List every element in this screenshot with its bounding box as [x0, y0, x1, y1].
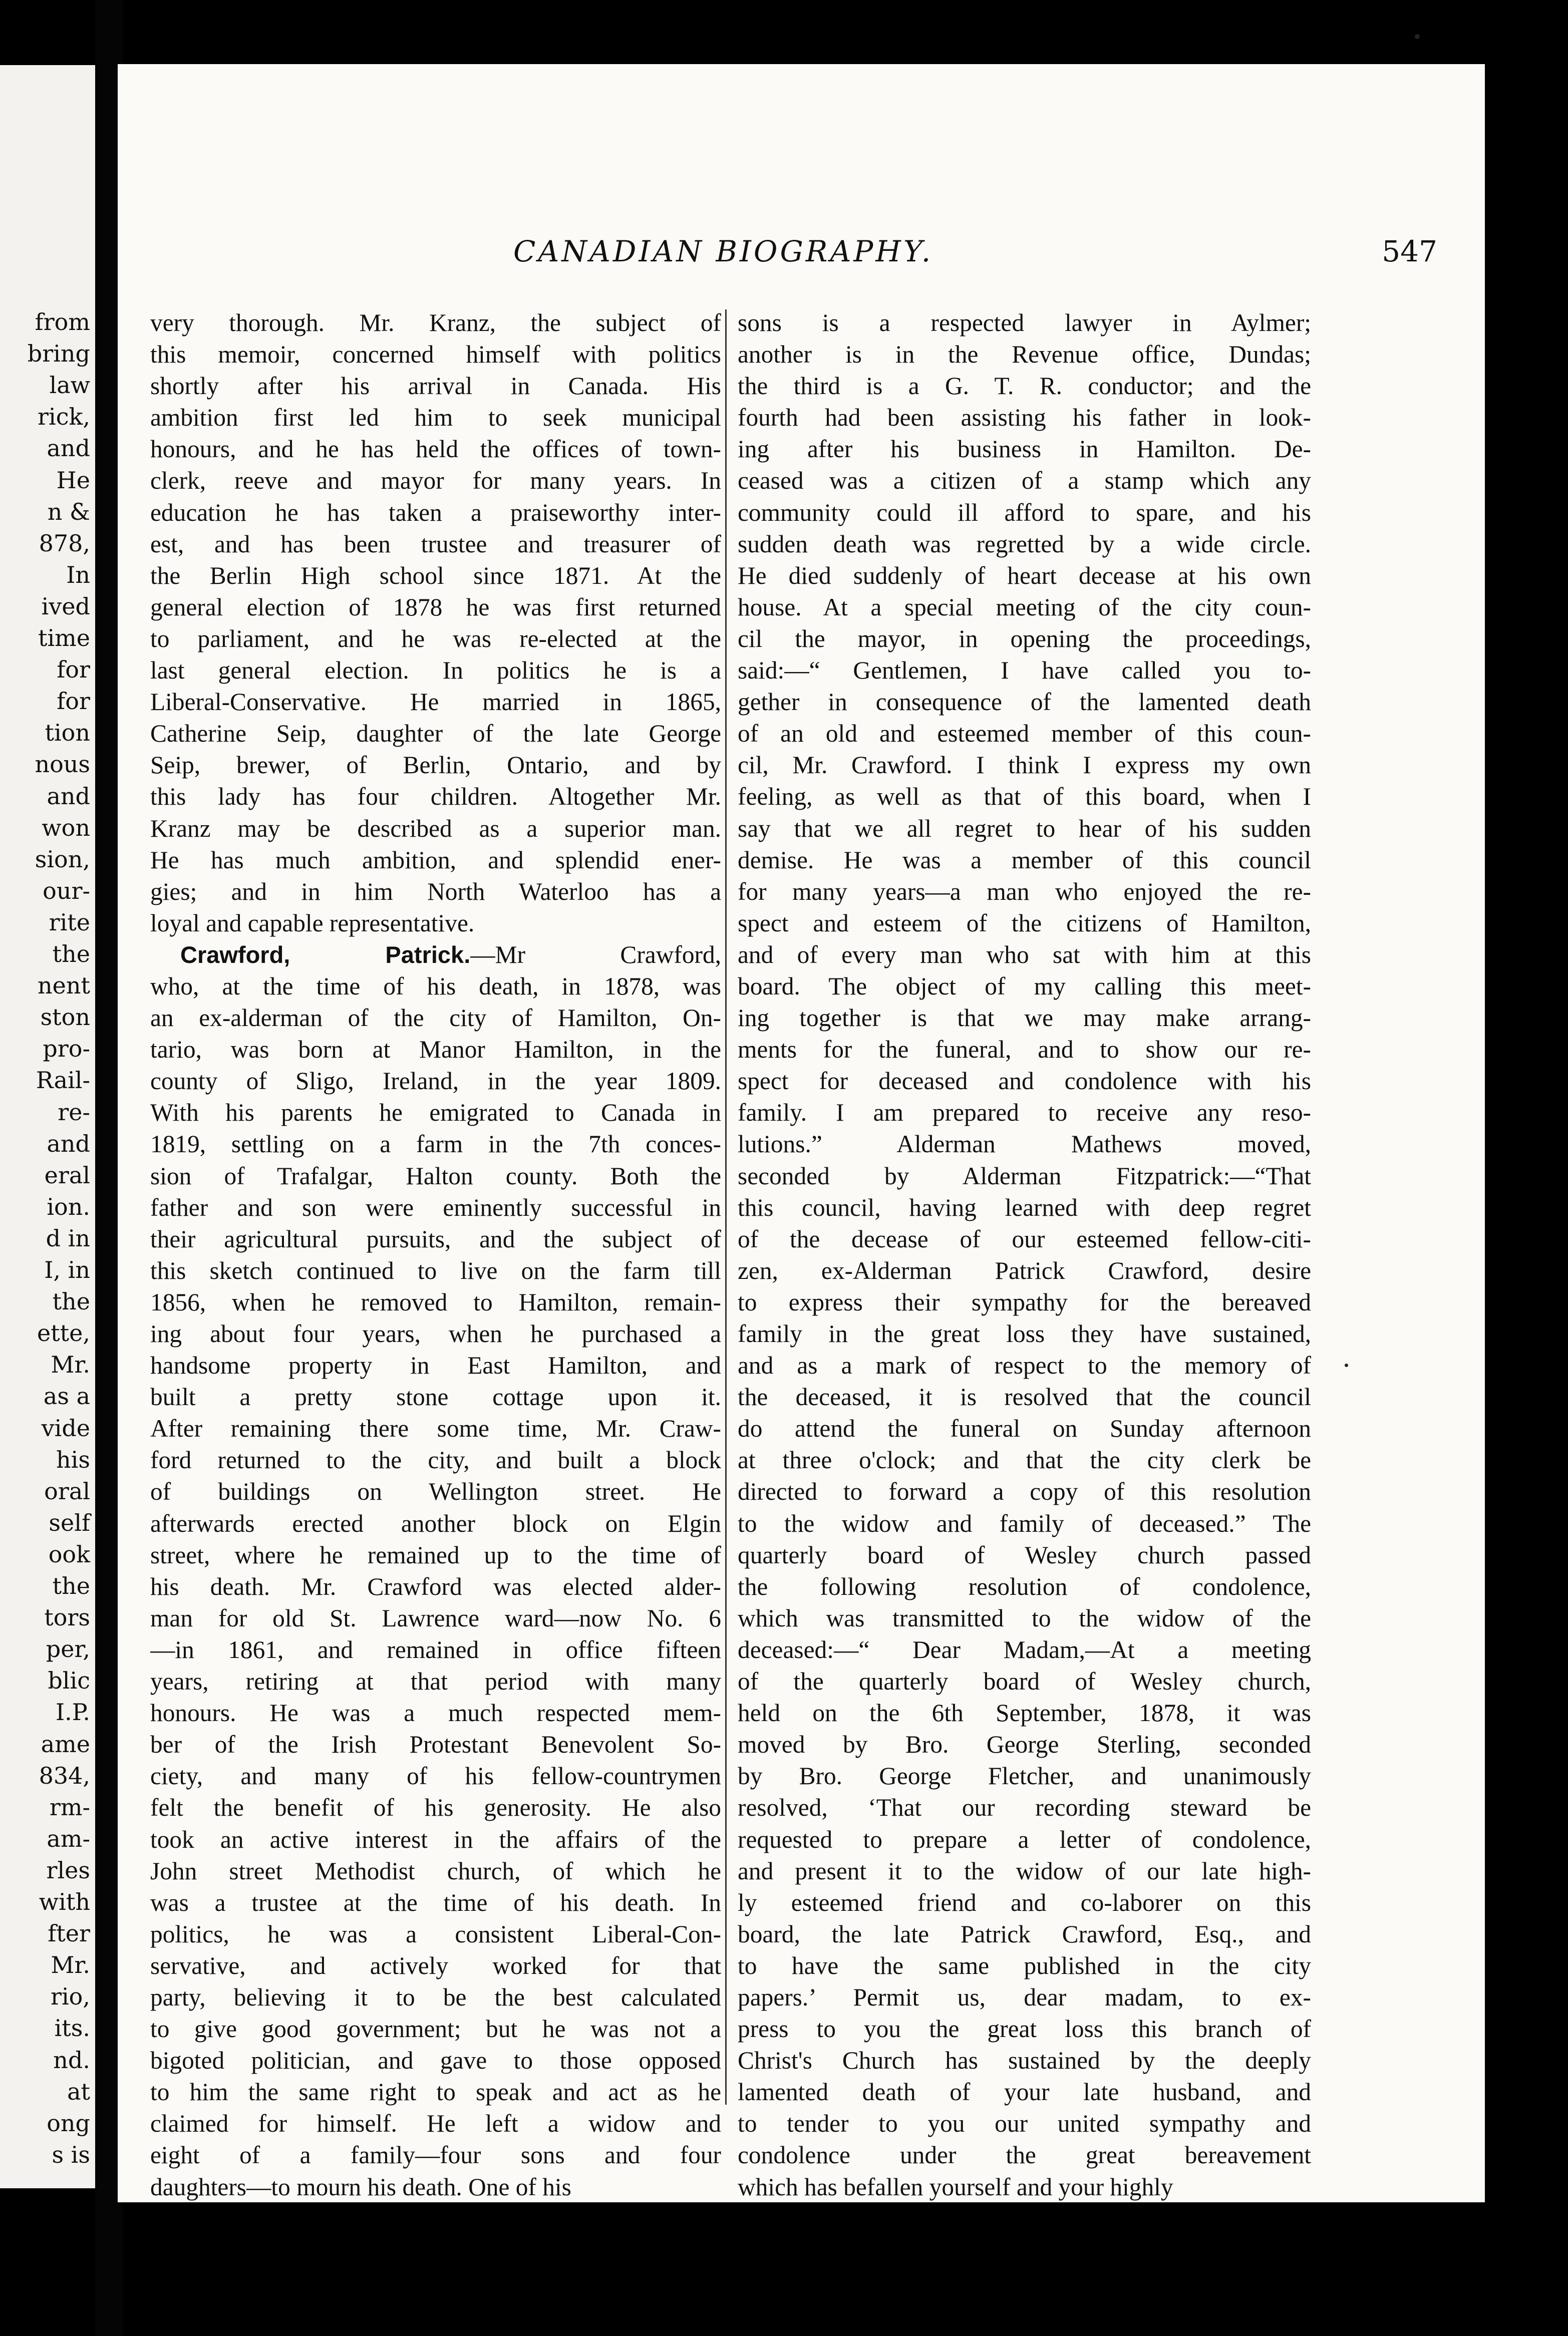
- margin-fragment: 878,: [39, 529, 90, 557]
- text-line: 1819, settling on a farm in the 7th conces-: [150, 1130, 721, 1158]
- text-line: politics, he was a consistent Liberal-Con-: [150, 1920, 721, 1948]
- text-line: the following resolution of condolence,: [738, 1572, 1311, 1600]
- margin-fragment: am-: [47, 1825, 90, 1852]
- text-line: was a trustee at the time of his death. In: [150, 1888, 721, 1916]
- margin-fragment: In: [66, 561, 90, 588]
- text-line: education he has taken a praiseworthy inter-: [150, 498, 721, 526]
- text-line: do attend the funeral on Sunday afternoon: [738, 1415, 1311, 1443]
- text-line: his death. Mr. Crawford was elected alder-: [150, 1572, 721, 1600]
- margin-fragment: at: [67, 2078, 90, 2105]
- text-line: eight of a family—four sons and four: [150, 2141, 721, 2169]
- text-line: general election of 1878 he was first returned: [150, 593, 721, 621]
- text-line: of buildings on Wellington street. He: [150, 1478, 721, 1506]
- text-line: took an active interest in the affairs of the: [150, 1825, 721, 1853]
- entry-heading: Crawford, Patrick.: [180, 941, 471, 968]
- text-line: requested to prepare a letter of condolence,: [738, 1825, 1311, 1853]
- text-line: seconded by Alderman Fitzpatrick:—“That: [738, 1162, 1311, 1190]
- text-line: to him the same right to speak and act as he: [150, 2078, 721, 2106]
- left-column: [150, 307, 721, 2203]
- ink-speck: [1345, 1364, 1348, 1367]
- text-line: by Bro. George Fletcher, and unanimously: [738, 1762, 1311, 1790]
- margin-fragment: per,: [46, 1635, 90, 1663]
- margin-fragment: ook: [48, 1540, 90, 1568]
- text-line: and as a mark of respect to the memory of: [738, 1352, 1311, 1380]
- text-line: afterwards erected another block on Elgin: [150, 1509, 721, 1537]
- text-line: Christ's Church has sustained by the deeply: [738, 2047, 1311, 2075]
- text-line: 1856, when he removed to Hamilton, remain-: [150, 1288, 721, 1316]
- ink-speck: [1415, 34, 1420, 39]
- text-line: ford returned to the city, and built a block: [150, 1446, 721, 1474]
- text-line: After remaining there some time, Mr. Craw-: [150, 1415, 721, 1443]
- text-line: who, at the time of his death, in 1878, was: [150, 972, 721, 1000]
- text-line: Kranz may be described as a superior man.: [150, 814, 721, 842]
- text-line: to tender to you our united sympathy and: [738, 2110, 1311, 2138]
- text-line: spect and esteem of the citizens of Hamilton,: [738, 909, 1311, 937]
- text-line: this council, having learned with deep regret: [738, 1193, 1311, 1221]
- margin-fragment: pro-: [43, 1035, 90, 1063]
- text-line: John street Methodist church, of which he: [150, 1857, 721, 1885]
- text-line: the deceased, it is resolved that the council: [738, 1383, 1311, 1411]
- margin-fragment: rles: [46, 1856, 90, 1884]
- text-run: —Mr Crawford,: [470, 940, 721, 968]
- text-line: board. The object of my calling this meet-: [738, 972, 1311, 1000]
- text-line: which was transmitted to the widow of the: [738, 1604, 1311, 1632]
- text-line: board, the late Patrick Crawford, Esq., and: [738, 1920, 1311, 1948]
- text-line: loyal and capable representative.: [150, 909, 475, 937]
- text-line: fourth had been assisting his father in look-: [738, 404, 1311, 432]
- margin-fragment: fter: [48, 1920, 90, 1947]
- text-line: an ex-alderman of the city of Hamilton, On-: [150, 1004, 721, 1032]
- adjacent-page-margin: [0, 65, 95, 2188]
- margin-fragment: nd.: [53, 2046, 90, 2074]
- text-line: ing about four years, when he purchased a: [150, 1320, 721, 1348]
- text-line: He died suddenly of heart decease at his own: [738, 561, 1311, 589]
- text-line: resolved, ‘That our recording steward be: [738, 1794, 1311, 1822]
- text-line: ing after his business in Hamilton. De-: [738, 435, 1311, 463]
- text-line: very thorough. Mr. Kranz, the subject of: [150, 309, 721, 337]
- text-line: He has much ambition, and splendid ener-: [150, 846, 721, 874]
- text-line: to express their sympathy for the bereaved: [738, 1288, 1311, 1316]
- text-line: With his parents he emigrated to Canada in: [150, 1099, 721, 1127]
- text-line: house. At a special meeting of the city coun-: [738, 593, 1311, 621]
- text-line: family in the great loss they have sustained,: [738, 1320, 1311, 1348]
- text-line: tario, was born at Manor Hamilton, in the: [150, 1036, 721, 1064]
- text-line: gies; and in him North Waterloo has a: [150, 877, 721, 905]
- text-line: this lady has four children. Altogether Mr.: [150, 783, 721, 811]
- column-divider: [725, 309, 727, 2105]
- text-line: built a pretty stone cottage upon it.: [150, 1383, 721, 1411]
- text-line: sion of Trafalgar, Halton county. Both the: [150, 1162, 721, 1190]
- margin-fragment: He: [56, 466, 90, 494]
- margin-fragment: blic: [48, 1667, 90, 1695]
- text-line: Seip, brewer, of Berlin, Ontario, and by: [150, 751, 721, 779]
- text-line: honours, and he has held the offices of town-: [150, 435, 721, 463]
- text-line: community could ill afford to spare, and his: [738, 498, 1311, 526]
- book-page: [118, 64, 1485, 2202]
- margin-fragment: ette,: [37, 1319, 90, 1347]
- text-line: servative, and actively worked for that: [150, 1951, 721, 1979]
- margin-fragment: tion: [45, 719, 90, 747]
- text-line: quarterly board of Wesley church passed: [738, 1541, 1311, 1569]
- text-line: Catherine Seip, daughter of the late George: [150, 720, 721, 748]
- margin-fragment: and: [47, 435, 90, 462]
- page-number: 547: [1382, 234, 1437, 268]
- text-line: directed to forward a copy of this resolution: [738, 1478, 1311, 1506]
- margin-fragment: nent: [38, 972, 90, 999]
- text-line: felt the benefit of his generosity. He also: [150, 1794, 721, 1822]
- text-line: zen, ex-Alderman Patrick Crawford, desire: [738, 1256, 1311, 1284]
- margin-fragment: sion,: [35, 845, 90, 873]
- text-line: which has befallen yourself and your highly: [738, 2173, 1173, 2201]
- margin-fragment: I, in: [44, 1256, 90, 1283]
- margin-fragment: rio,: [50, 1983, 90, 2011]
- text-line: papers.’ Permit us, dear madam, to ex-: [738, 1983, 1311, 2011]
- margin-fragment: rm-: [49, 1793, 90, 1821]
- text-line: the third is a G. T. R. conductor; and the: [738, 372, 1311, 400]
- margin-fragment: s is: [52, 2141, 90, 2168]
- margin-fragment: as a: [43, 1383, 90, 1410]
- text-line: and of every man who sat with him at this: [738, 940, 1311, 968]
- margin-fragment: I.P.: [55, 1699, 90, 1726]
- margin-fragment: its.: [54, 2015, 90, 2042]
- right-column: [738, 307, 1311, 2203]
- text-line: est, and has been trustee and treasurer of: [150, 530, 721, 558]
- margin-fragment: eral: [44, 1161, 90, 1189]
- margin-fragment: rite: [49, 908, 90, 936]
- margin-fragment: oral: [44, 1477, 90, 1505]
- text-line: daughters—to mourn his death. One of his: [150, 2173, 571, 2201]
- text-line: demise. He was a member of this council: [738, 846, 1311, 874]
- margin-fragment: tors: [44, 1604, 90, 1631]
- text-line: spect for deceased and condolence with his: [738, 1067, 1311, 1095]
- margin-fragment: time: [38, 624, 90, 651]
- text-line: sons is a respected lawyer in Aylmer;: [738, 309, 1311, 337]
- text-line: bigoted politician, and gave to those opposed: [150, 2047, 721, 2075]
- text-line: ly esteemed friend and co-laborer on this: [738, 1888, 1311, 1916]
- text-line: father and son were eminently successful in: [150, 1193, 721, 1221]
- margin-fragment: re-: [58, 1098, 90, 1126]
- text-line: ber of the Irish Protestant Benevolent So-: [150, 1731, 721, 1759]
- text-line: ing together is that we may make arrang-: [738, 1004, 1311, 1032]
- text-line: county of Sligo, Ireland, in the year 1809.: [150, 1067, 721, 1095]
- margin-fragment: rick,: [38, 403, 90, 431]
- text-line: years, retiring at that period with many: [150, 1667, 721, 1696]
- margin-fragment: ston: [40, 1004, 90, 1031]
- text-line: moved by Bro. George Sterling, seconded: [738, 1731, 1311, 1759]
- text-line: the Berlin High school since 1871. At the: [150, 561, 721, 589]
- text-line: cil the mayor, in opening the proceedings,: [738, 624, 1311, 652]
- text-line: of an old and esteemed member of this coun-: [738, 720, 1311, 748]
- text-line: for many years—a man who enjoyed the re-: [738, 877, 1311, 905]
- margin-fragment: law: [49, 372, 90, 399]
- text-line: of the quarterly board of Wesley church,: [738, 1667, 1311, 1696]
- text-line: family. I am prepared to receive any reso-: [738, 1099, 1311, 1127]
- text-line: handsome property in East Hamilton, and: [150, 1352, 721, 1380]
- margin-fragment: Mr.: [51, 1351, 90, 1379]
- margin-fragment: the: [52, 1572, 90, 1599]
- margin-fragment: ame: [41, 1730, 90, 1758]
- text-line: last general election. In politics he is a: [150, 656, 721, 685]
- margin-fragment: the: [52, 940, 90, 967]
- text-line: another is in the Revenue office, Dundas;: [738, 341, 1311, 369]
- margin-fragment: vide: [41, 1414, 90, 1442]
- margin-fragment: his: [56, 1446, 90, 1473]
- text-line: feeling, as well as that of this board, when I: [738, 783, 1311, 811]
- text-line: ments for the funeral, and to show our re-: [738, 1036, 1311, 1064]
- text-line: ciety, and many of his fellow-countrymen: [150, 1762, 721, 1790]
- margin-fragment: and: [47, 1130, 90, 1157]
- text-line: deceased:—“ Dear Madam,—At a meeting: [738, 1635, 1311, 1663]
- text-line: man for old St. Lawrence ward—now No. 6: [150, 1604, 721, 1632]
- text-line: this memoir, concerned himself with politics: [150, 341, 721, 369]
- text-line: honours. He was a much respected mem-: [150, 1699, 721, 1727]
- text-line: ambition first led him to seek municipal: [150, 404, 721, 432]
- text-line: of the decease of our esteemed fellow-citi-: [738, 1225, 1311, 1253]
- margin-fragment: our-: [43, 877, 90, 904]
- margin-fragment: with: [39, 1888, 90, 1915]
- text-line: Liberal-Conservative. He married in 1865,: [150, 688, 721, 716]
- text-line: press to you the great loss this branch of: [738, 2015, 1311, 2043]
- margin-fragment: ived: [41, 592, 90, 620]
- text-line: said:—“ Gentlemen, I have called you to-: [738, 656, 1311, 685]
- page-header: [118, 234, 1485, 279]
- text-line: to give good government; but he was not a: [150, 2015, 721, 2043]
- margin-fragment: self: [49, 1509, 90, 1536]
- text-line: street, where he remained up to the time of: [150, 1541, 721, 1569]
- text-line: cil, Mr. Crawford. I think I express my own: [738, 751, 1311, 779]
- margin-fragment: 834,: [39, 1762, 90, 1789]
- text-line: at three o'clock; and that the city clerk be: [738, 1446, 1311, 1474]
- margin-fragment: for: [57, 656, 90, 684]
- margin-fragment: won: [42, 814, 90, 841]
- text-line: to the widow and family of deceased.” The: [738, 1509, 1311, 1537]
- text-line: to parliament, and he was re-elected at the: [150, 624, 721, 652]
- text-line: held on the 6th September, 1878, it was: [738, 1699, 1311, 1727]
- margin-fragment: the: [52, 1288, 90, 1315]
- text-line: this sketch continued to live on the farm till: [150, 1256, 721, 1284]
- text-line: their agricultural pursuits, and the subject of: [150, 1225, 721, 1253]
- text-line: say that we all regret to hear of his sudden: [738, 814, 1311, 842]
- margin-fragment: Rail-: [36, 1067, 90, 1094]
- margin-fragment: n &: [47, 498, 90, 525]
- text-line: party, believing it to be the best calculated: [150, 1983, 721, 2011]
- text-line: sudden death was regretted by a wide circle.: [738, 530, 1311, 558]
- margin-fragment: from: [35, 308, 90, 336]
- margin-fragment: d in: [46, 1224, 90, 1252]
- text-line: —in 1861, and remained in office fifteen: [150, 1635, 721, 1663]
- text-line: to have the same published in the city: [738, 1951, 1311, 1979]
- text-line: lutions.” Alderman Mathews moved,: [738, 1130, 1311, 1158]
- margin-fragment: ion.: [47, 1193, 90, 1220]
- margin-fragment: for: [57, 688, 90, 715]
- margin-fragment: bring: [27, 340, 90, 368]
- text-line: condolence under the great bereavement: [738, 2141, 1311, 2169]
- text-line: ceased was a citizen of a stamp which any: [738, 467, 1311, 495]
- text-line: [150, 939, 721, 970]
- text-line: lamented death of your late husband, and: [738, 2078, 1311, 2106]
- text-line: clerk, reeve and mayor for many years. In: [150, 467, 721, 495]
- text-line: and present it to the widow of our late high-: [738, 1857, 1311, 1885]
- margin-fragment: ong: [47, 2109, 90, 2137]
- text-line: gether in consequence of the lamented death: [738, 688, 1311, 716]
- margin-fragment: Mr.: [51, 1951, 90, 1979]
- text-line: shortly after his arrival in Canada. His: [150, 372, 721, 400]
- running-title: CANADIAN BIOGRAPHY.: [513, 234, 933, 268]
- text-line: claimed for himself. He left a widow and: [150, 2110, 721, 2138]
- margin-fragment: and: [47, 782, 90, 810]
- margin-fragment: nous: [35, 751, 90, 778]
